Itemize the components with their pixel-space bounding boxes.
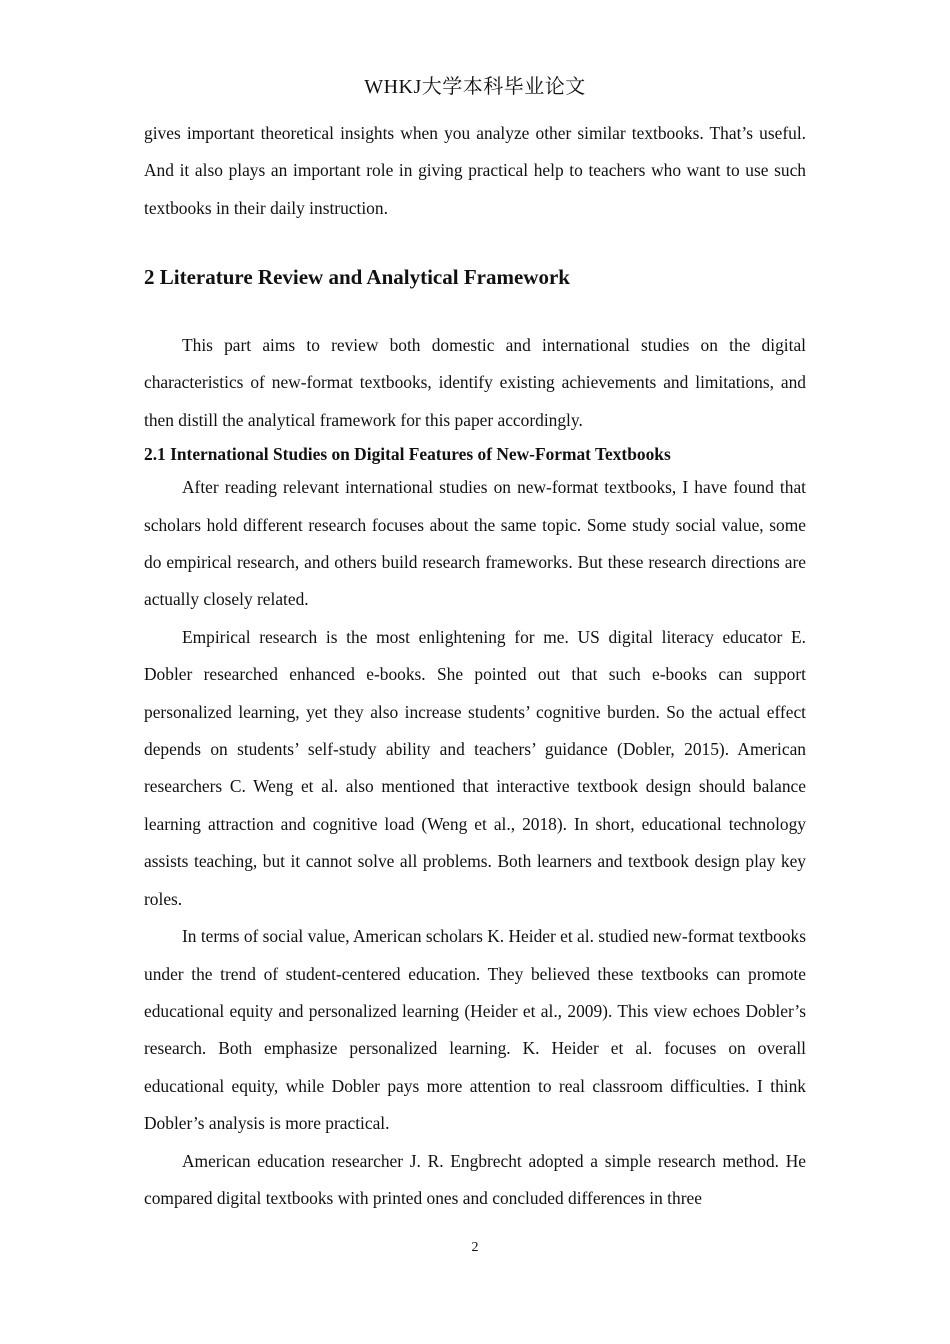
subsection-heading: 2.1 International Studies on Digital Features of New-Format Textbooks <box>144 444 671 465</box>
running-header: WHKJ大学本科毕业论文 <box>364 76 586 98</box>
body-paragraph: In terms of social value, American scholars K. Heider et al. studied new-format textbooks under the trend of student-centered education. They believed these textbooks can promote educational equity and personalized learning (Heider et al., 2009). This view echoes Dobler’s research. Both emphasize personalized learning. K. Heider et al. focuses on overall educational equity, while Dobler pays more attention to real classroom difficulties. I think Dobler’s analysis is more practical. <box>144 926 806 1134</box>
body-text-block-top <box>144 115 806 227</box>
body-paragraph: After reading relevant international studies on new-format textbooks, I have found that scholars hold different research focuses about the same topic. Some study social value, some do empirical research, and others build research frameworks. But these research directions are actually closely related. <box>144 477 806 610</box>
section-intro-paragraph: This part aims to review both domestic and international studies on the digital characteristics of new-format textbooks, identify existing achievements and limitations, and then distill the analytical framework for this paper accordingly. <box>144 335 806 430</box>
page-number: 2 <box>471 1240 479 1255</box>
body-paragraph: Empirical research is the most enlightening for me. US digital literacy educator E. Dobler researched enhanced e-books. She pointed out that such e-books can support personalized learning, yet they also increase students’ cognitive burden. So the actual effect depends on students’ self-study ability and teachers’ guidance (Dobler, 2015). American researchers C. Weng et al. also mentioned that interactive textbook design should balance learning attraction and cognitive load (Weng et al., 2018). In short, educational technology assists teaching, but it cannot solve all problems. Both learners and textbook design play key roles. <box>144 626 806 909</box>
continuation-paragraph: gives important theoretical insights when you analyze other similar textbooks. That’s useful. And it also plays an important role in giving practical help to teachers who want to use such textbooks in their daily instruction. <box>144 123 806 218</box>
body-paragraph: American education researcher J. R. Engbrecht adopted a simple research method. He compared digital textbooks with printed ones and concluded differences in three <box>144 1150 806 1208</box>
section-heading: 2 Literature Review and Analytical Framework <box>144 265 570 289</box>
body-text-block-main <box>144 327 806 1217</box>
